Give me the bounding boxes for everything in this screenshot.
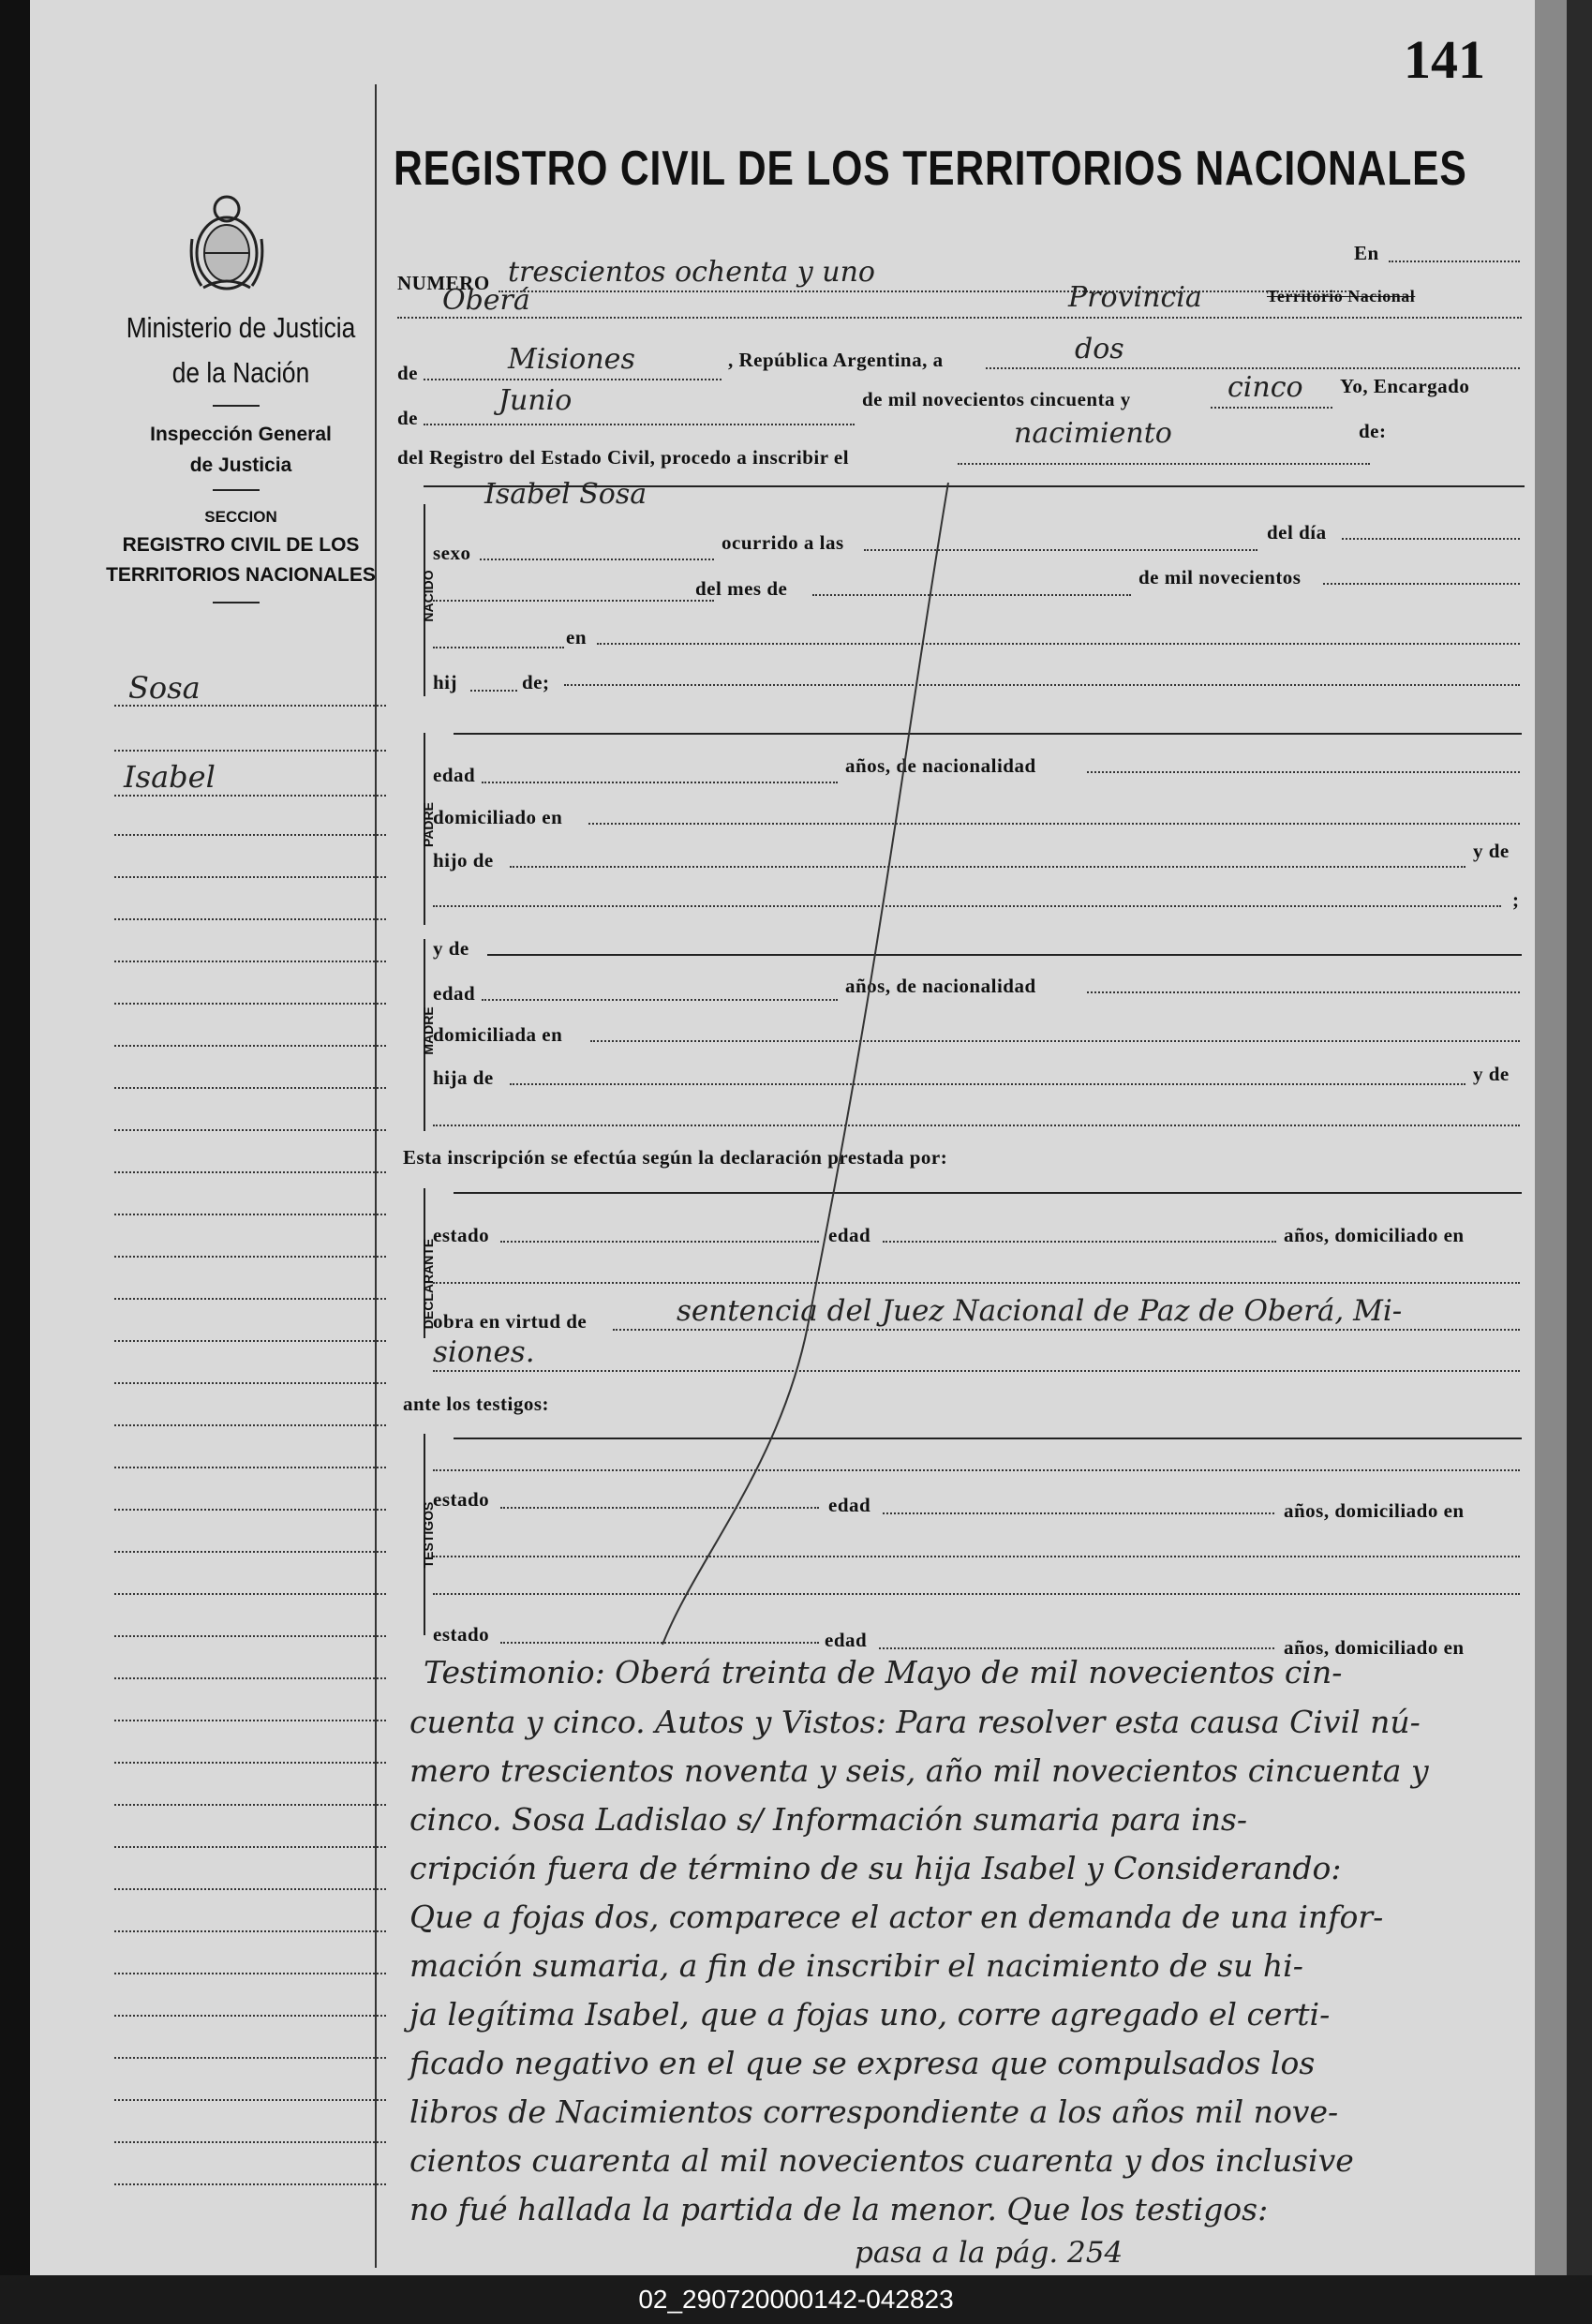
testimonio-line-7: mación sumaria, a fin de inscribir el nacimiento de su hi- — [409, 1947, 1303, 1984]
test2-anos-label: años, domiciliado en — [1284, 1636, 1465, 1659]
padre-semicolon: ; — [1512, 888, 1520, 911]
book-spine-shadow — [0, 0, 30, 2275]
margin-line — [114, 1720, 386, 1721]
madre-label: MADRE — [421, 1006, 436, 1055]
madre-y-de-top: y de — [433, 937, 469, 960]
margin-line — [114, 1087, 386, 1089]
margin-line — [114, 1382, 386, 1384]
testimonio-line-10: libros de Nacimientos correspondiente a los años mil nove- — [409, 2093, 1339, 2130]
margin-separator — [375, 84, 377, 2268]
margin-line — [114, 1930, 386, 1932]
anio-line — [1323, 583, 1520, 585]
section-label: SECCION — [204, 508, 277, 526]
page-title: REGISTRO CIVIL DE LOS TERRITORIOS NACIONALES — [394, 142, 1467, 196]
day-line — [986, 367, 1520, 369]
declaration-intro: Esta inscripción se efectúa según la declaración prestada por: — [403, 1146, 948, 1169]
coat-of-arms-icon — [185, 183, 269, 295]
territorio-struck: Territorio Nacional — [1267, 287, 1416, 305]
margin-line — [114, 1256, 386, 1258]
mil-label: de mil novecientos cincuenta y — [862, 388, 1131, 410]
ocurrido-label: ocurrido a las — [722, 531, 844, 554]
padre-rule — [454, 733, 1522, 735]
decl-dom-line — [433, 1282, 1520, 1284]
madre-edad-label: edad — [433, 982, 476, 1005]
margin-line — [114, 2183, 386, 2185]
hij-de-label: de; — [522, 671, 550, 693]
madre-y-de: y de — [1473, 1063, 1510, 1085]
province-line — [424, 379, 722, 380]
declarante-label: DECLARANTE — [421, 1238, 436, 1330]
dia-line — [1342, 538, 1520, 540]
inspection-line-1: Inspección General — [150, 424, 332, 445]
margin-line — [114, 1635, 386, 1637]
numero-label: NUMERO — [397, 272, 490, 294]
testimonio-line-6: Que a fojas dos, comparece el actor en demanda de una infor- — [409, 1899, 1384, 1935]
testimonio-line-1: Testimonio: Oberá treinta de Mayo de mil novecientos cin- — [424, 1654, 1343, 1691]
margin-line — [114, 1171, 386, 1173]
test1-edad-label: edad — [828, 1494, 871, 1516]
section-line-2: TERRITORIOS NACIONALES — [106, 564, 376, 586]
de-label: de — [397, 407, 418, 429]
margin-line — [114, 750, 386, 752]
year-line — [1211, 407, 1332, 409]
margin-line — [114, 2015, 386, 2017]
hij-label: hij — [433, 671, 458, 693]
margin-line — [114, 1973, 386, 1974]
province-value: Misiones — [508, 343, 635, 376]
margin-line — [114, 1762, 386, 1764]
section-line-1: REGISTRO CIVIL DE LOS — [122, 534, 360, 556]
margin-line — [114, 1593, 386, 1595]
test2-edad-label: edad — [825, 1629, 868, 1651]
numero-value: trescientos ochenta y uno — [508, 256, 875, 289]
inspection-line-2: de Justicia — [189, 454, 292, 476]
registro-label: del Registro del Estado Civil, procedo a inscribir el — [397, 446, 850, 469]
en-line — [1389, 261, 1520, 262]
cancellation-stroke — [639, 483, 976, 1654]
madre-hija-label: hija de — [433, 1066, 494, 1089]
margin-line — [114, 1129, 386, 1131]
decl-estado-label: estado — [433, 1224, 490, 1246]
year-value: cinco — [1227, 371, 1303, 404]
page-edge — [1535, 0, 1567, 2275]
act-line — [958, 463, 1370, 465]
mil-nov-label: de mil novecientos — [1138, 566, 1302, 588]
padre-anos-label: años, de nacionalidad — [845, 754, 1036, 777]
en-field-label: en — [566, 626, 587, 648]
margin-line — [114, 795, 386, 797]
margin-line — [114, 1424, 386, 1426]
margin-line — [114, 918, 386, 920]
margin-line — [114, 2099, 386, 2101]
margin-line — [114, 1467, 386, 1468]
padre-edad-label: edad — [433, 764, 476, 786]
en-label: En — [1354, 242, 1379, 264]
testimonio-line-11: cientos cuarenta al mil novecientos cuarenta y dos inclusive — [409, 2142, 1354, 2179]
yo-label: Yo, Encargado — [1340, 375, 1470, 397]
madre-nac-line — [1087, 991, 1520, 993]
del-mes-label: del mes de — [695, 577, 788, 600]
testigos-label: TESTIGOS — [421, 1501, 436, 1569]
margin-line — [114, 1888, 386, 1890]
test2-pre-line — [433, 1593, 1520, 1595]
ministry-line-2: de la Nación — [171, 356, 310, 389]
testimonio-line-2: cuenta y cinco. Autos y Vistos: Para resolver esta causa Civil nú- — [409, 1704, 1421, 1740]
republica-label: , República Argentina, a — [728, 349, 944, 371]
act-value: nacimiento — [1014, 417, 1172, 450]
margin-line — [114, 834, 386, 836]
margin-line — [114, 1340, 386, 1342]
padre-label: PADRE — [421, 802, 436, 847]
margin-line — [114, 705, 386, 707]
obra-line-2 — [433, 1370, 1520, 1372]
test1-estado-label: estado — [433, 1488, 490, 1511]
month-line — [424, 424, 855, 425]
numero-line — [498, 290, 1347, 292]
padre-dom-label: domiciliado en — [433, 806, 563, 828]
de-colon: de: — [1359, 420, 1387, 442]
divider — [213, 489, 260, 491]
provincia-value: Provincia — [1068, 281, 1202, 314]
nacido-label: NACIDO — [421, 570, 436, 622]
madre-dom-label: domiciliada en — [433, 1023, 563, 1046]
margin-line — [114, 2057, 386, 2059]
test1-anos-label: años, domiciliado en — [1284, 1499, 1465, 1522]
sexo-label: sexo — [433, 542, 471, 564]
margin-line — [114, 1804, 386, 1806]
divider — [213, 405, 260, 407]
margin-line — [114, 1003, 386, 1005]
margin-line — [114, 1551, 386, 1553]
place-value: Oberá — [442, 284, 530, 317]
obra-value-2: siones. — [433, 1335, 535, 1369]
image-caption: 02_290720000142-042823 — [0, 2275, 1592, 2324]
month-value: Junio — [498, 384, 573, 417]
madre-extra-line — [433, 1125, 1520, 1126]
place-line — [397, 317, 1522, 319]
margin-line — [114, 961, 386, 962]
test1-dom-line — [433, 1556, 1520, 1557]
testigos-rule — [454, 1438, 1522, 1439]
testimonio-line-5: cripción fuera de término de su hija Isabel y Considerando: — [409, 1850, 1342, 1886]
divider — [213, 602, 260, 603]
margin-line — [114, 2141, 386, 2143]
del-dia-label: del día — [1267, 521, 1327, 544]
test2-estado-label: estado — [433, 1623, 490, 1646]
lugar-pre-line — [433, 647, 564, 648]
testimonio-line-4: cinco. Sosa Ladislao s/ Información sumaria para ins- — [409, 1801, 1247, 1838]
obra-label: obra en virtud de — [433, 1310, 588, 1333]
testimonio-line-12: no fué hallada la partida de la menor. Que los testigos: — [409, 2191, 1269, 2227]
margin-line — [114, 1846, 386, 1848]
padre-y-de: y de — [1473, 840, 1510, 862]
margin-line — [114, 1298, 386, 1300]
margin-line — [114, 876, 386, 878]
ministry-line-1: Ministerio de Justicia — [126, 311, 356, 344]
testimonio-line-8: ja legítima Isabel, que a fojas uno, corre agregado el certi- — [409, 1996, 1331, 2033]
margin-given-name: Isabel — [124, 759, 216, 795]
hij-line — [470, 690, 517, 692]
page-number: 141 — [1404, 29, 1485, 90]
margin-line — [114, 1045, 386, 1047]
testigos-intro: ante los testigos: — [403, 1393, 549, 1415]
footer-note: pasa a la pág. 254 — [855, 2236, 1123, 2270]
padre-hijo-label: hijo de — [433, 849, 494, 872]
day-value: dos — [1075, 333, 1124, 365]
testimonio-line-9: ficado negativo en el que se expresa que compulsados los — [409, 2045, 1316, 2081]
madre-anos-label: años, de nacionalidad — [845, 975, 1036, 997]
name-value: Isabel Sosa — [484, 478, 647, 511]
decl-anos-label: años, domiciliado en — [1284, 1224, 1465, 1246]
obra-value-1: sentencia del Juez Nacional de Paz de Oberá, Mi- — [677, 1294, 1403, 1328]
decl-edad-label: edad — [828, 1224, 871, 1246]
testigos-line — [433, 1469, 1520, 1471]
de-label: de — [397, 362, 418, 384]
margin-line — [114, 1677, 386, 1679]
margin-line — [114, 1214, 386, 1215]
testimonio-line-3: mero trescientos noventa y seis, año mil novecientos cincuenta y — [409, 1752, 1429, 1789]
margin-surname: Sosa — [128, 670, 201, 706]
register-page — [30, 0, 1567, 2275]
declarante-rule — [454, 1192, 1522, 1194]
padre-nac-line — [1087, 771, 1520, 773]
margin-line — [114, 1509, 386, 1511]
